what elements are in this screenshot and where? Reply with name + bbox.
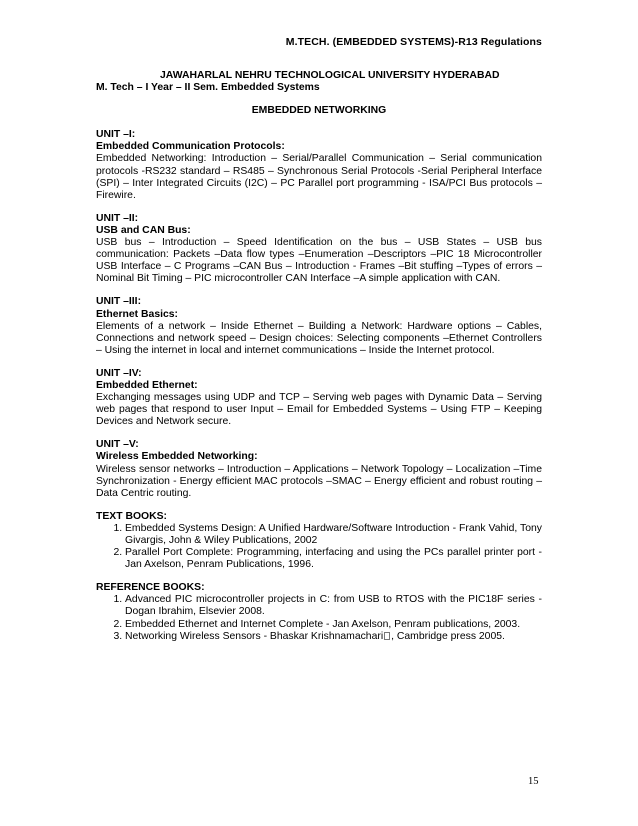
unit-topic: Wireless Embedded Networking: <box>96 451 258 463</box>
semester-line: M. Tech – I Year – II Sem. Embedded Systems <box>96 82 320 94</box>
page-number: 15 <box>528 776 539 787</box>
unit-title: UNIT –V: <box>96 439 139 451</box>
unit-5 <box>96 439 542 499</box>
unit-topic: Ethernet Basics: <box>96 308 178 320</box>
unit-title: UNIT –IV: <box>96 367 142 379</box>
list-item: 2. Parallel Port Complete: Programming, interfacing and using the PCs parallel printer port - Jan Axelson, Penram Publications, 1996. <box>125 547 542 571</box>
missing-glyph-icon <box>384 632 390 640</box>
list-item: 2. Embedded Ethernet and Internet Complete - Jan Axelson, Penram publications, 2003. <box>125 619 542 631</box>
reference-books-section <box>96 582 542 642</box>
unit-body: Embedded Networking: Introduction – Serial/Parallel Communication – Serial communication protocols -RS232 standard – RS485 – Synchronous Serial Protocols -Serial Peripheral Interface (SPI) – Inter Integrated Circuits (I2C) – PC Parallel port programming - ISA/PCI Bus protocols – Firewire. <box>96 153 542 201</box>
unit-title: UNIT –II: <box>96 212 139 224</box>
reference-books-title: REFERENCE BOOKS: <box>96 582 205 594</box>
unit-1 <box>96 129 542 202</box>
university-name: JAWAHARLAL NEHRU TECHNOLOGICAL UNIVERSITY HYDERABAD <box>160 70 500 81</box>
reference-text: , Cambridge press 2005. <box>391 630 505 642</box>
unit-body: Wireless sensor networks – Introduction – Applications – Network Topology – Localization –Time Synchronization - Energy efficient MAC protocols –SMAC – Energy efficient and robust routing – Data Centric routing. <box>96 463 542 499</box>
document-body <box>96 70 542 654</box>
list-item: 1. Embedded Systems Design: A Unified Hardware/Software Introduction - Frank Vahid, Tony Givargis, John & Wiley Publications, 2002 <box>125 523 542 547</box>
reference-books-list <box>96 594 542 642</box>
text-books-list <box>96 523 542 571</box>
unit-body: Elements of a network – Inside Ethernet – Building a Network: Hardware options – Cables, Connections and network speed – Design choices: Selecting components –Ethernet Controllers – Using the internet in local and internet communications – Inside the Internet protocol. <box>96 320 542 356</box>
text-books-title: TEXT BOOKS: <box>96 510 168 522</box>
subject-title: EMBEDDED NETWORKING <box>251 105 387 117</box>
unit-body: USB bus – Introduction – Speed Identification on the bus – USB States – USB bus communication: Packets –Data flow types –Enumeration –Descriptors –PIC 18 Microcontroller USB Interface – C Programs –CAN Bus – Introduction - Frames –Bit stuffing –Types of errors –Nominal Bit Timing – PIC microcontroller CAN Interface –A simple application with CAN. <box>96 237 542 285</box>
unit-4 <box>96 368 542 428</box>
unit-title: UNIT –III: <box>96 296 142 308</box>
unit-3 <box>96 296 542 356</box>
text-books-section <box>96 511 542 571</box>
unit-topic: USB and CAN Bus: <box>96 224 191 236</box>
unit-topic: Embedded Ethernet: <box>96 379 198 391</box>
unit-topic: Embedded Communication Protocols: <box>96 141 285 153</box>
page-header: M.TECH. (EMBEDDED SYSTEMS)-R13 Regulations <box>285 36 542 48</box>
unit-title: UNIT –I: <box>96 129 136 141</box>
list-item: 1. Advanced PIC microcontroller projects in C: from USB to RTOS with the PIC18F series - Dogan Ibrahim, Elsevier 2008. <box>125 594 542 618</box>
unit-2 <box>96 213 542 286</box>
reference-text: Networking Wireless Sensors - Bhaskar Krishnamachari <box>125 630 384 642</box>
list-item <box>125 631 542 643</box>
unit-body: Exchanging messages using UDP and TCP – Serving web pages with Dynamic Data – Serving web pages that respond to user Input – Email for Embedded Systems – Using FTP – Keeping Devices and Network secure. <box>96 392 542 428</box>
